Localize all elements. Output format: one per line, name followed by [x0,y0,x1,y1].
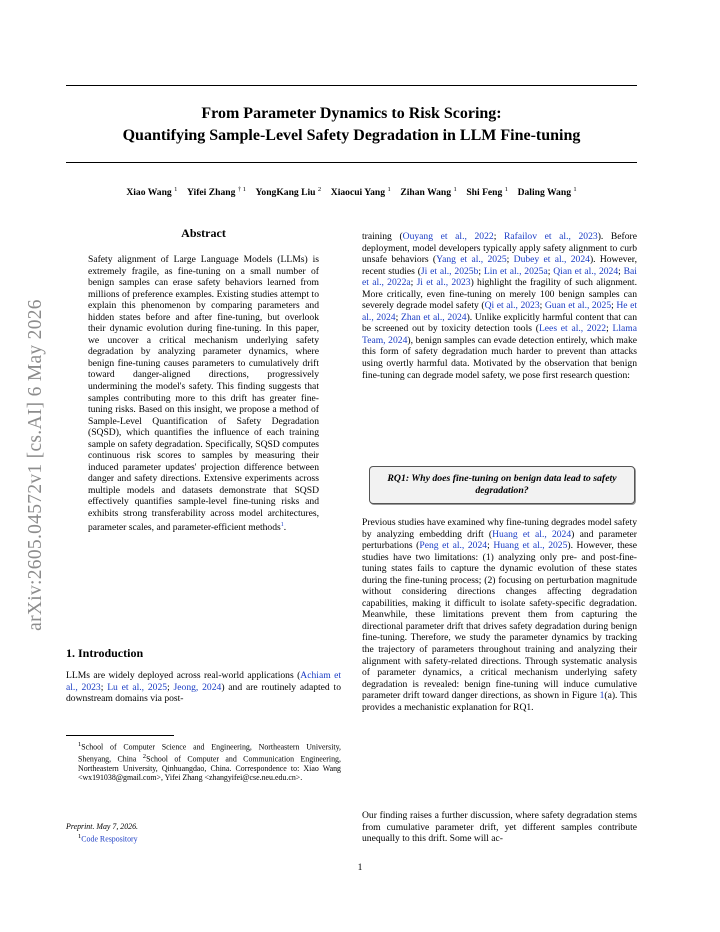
paragraph-text: ; [506,254,514,266]
intro-paragraph-left [66,670,341,705]
paragraph-text: ; [167,681,174,693]
author-list [66,186,637,198]
arxiv-stamp [10,265,62,665]
paragraph-text: ; [611,300,617,312]
paragraph-text: ). Unlike explicitly harmful content that can be screened out by toxicity detection tools ( [362,311,637,335]
paragraph-text: ) and parameter perturbations ( [362,528,637,552]
paragraph-text: training ( [362,231,403,242]
paragraph-text: ; [618,265,624,277]
footnote-affiliation-1: School of Computer Science and Engineering, Northeastern University, Shenyang, China [78,742,341,764]
citation-link[interactable]: Lin et al., 2025a [483,265,548,277]
citation-link[interactable]: 1 [599,690,605,702]
author-name: YongKang Liu [255,187,316,199]
citation-link[interactable]: Qian et al., 2024 [553,265,619,277]
title-line-2: Quantifying Sample-Level Safety Degradation in LLM Fine-tuning [122,127,581,144]
citation-link[interactable]: Bai et al., 2022a [362,265,637,289]
paragraph-text: ). However, recent studies ( [362,254,638,277]
page-number: 1 [357,862,363,873]
title-bottom-rule [66,162,637,163]
code-repo-link[interactable]: Code Respository [81,834,138,844]
author-name: Yifei Zhang [186,187,236,199]
paragraph-text: Previous studies have examined why fine-tuning degrades model safety by analyzing embedding drift ( [362,517,637,540]
citation-link[interactable]: Jeong, 2024 [173,681,222,693]
section-heading-introduction: 1. Introduction [66,646,144,660]
citation-link[interactable]: Yang et al., 2025 [436,254,507,266]
citation-link[interactable]: Lees et al., 2022 [538,323,607,335]
footnote-rule [66,735,174,736]
citation-link[interactable]: Huang et al., 2024 [492,528,572,540]
author-affiliation-mark: † 1 [237,186,246,193]
intro-paragraph-right-2 [362,517,637,713]
author-affiliation-mark: 1 [174,186,178,193]
title-line-1: From Parameter Dynamics to Risk Scoring: [201,105,502,122]
citation-link[interactable]: Huang et al., 2025 [493,540,568,552]
paragraph-text: ; [478,265,484,277]
citation-link[interactable]: Zhan et al., 2024 [400,311,467,323]
paragraph-text: ; [410,277,417,289]
arxiv-stamp-text: arXiv:2605.04572v1 [cs.AI] 6 May 2026 [25,299,46,631]
abstract-footnote-mark[interactable]: 1 [280,521,284,528]
paragraph-text: ; [493,231,504,242]
abstract-text: Safety alignment of Large Language Models (LLMs) is extremely fragile, as fine-tuning on a small number of benign samples can erase safety behaviors learned from millions of preference examples. Existing studies attempt to explain this phenomenon by comparing parameters and hidden states before and after fine-tuning, but overlook their dynamic evolution during fine-tuning. In this paper, we uncover a critical mechanism underlying safety degradation by analyzing parameter dynamics, where benign fine-tuning causes parameters to cumulatively drift toward danger-aligned directions, progressively undermining the model's safety. This finding suggests that samples contributing more to this drift has greater fine-tuning risks. Based on this insight, we propose a method of Sample-Level Quantification of Safety Degradation (SQSD), which quantifies the influence of each training sample on safety degradation. Specifically, SQSD computes continuous risk scores to samples by measuring their induced parameter updates' projection difference between danger and safety directions. Extensive experiments across multiple models and datasets demonstrate that SQSD effectively quantifies sample-level fine-tuning risks and exhibits strong transferability across model architectures, parameter scales, and parameter-efficient methods [88,254,319,533]
footnote-affiliation-2: School of Computer and Communication Engineering, Northeastern University, Qinhuangdao, China. Correspondence to: Xiao Wang <wx191038@gmail.com>, Yifei Zhang <zhangyifei@cse.neu.edu.cn>. [78,754,341,782]
paragraph-text: ; [539,300,545,312]
citation-link[interactable]: Lu et al., 2025 [107,681,168,693]
citation-link[interactable]: Peng et al., 2024 [419,540,488,552]
citation-link[interactable]: Qi et al., 2023 [484,300,540,312]
author-name: Shi Feng [466,187,503,199]
paragraph-text: ; [606,323,613,335]
abstract-body: Safety alignment of Large Language Models (LLMs) is extremely fragile, as fine-tuning on a small number of benign samples can erase safety behaviors learned from millions of preference examples. Existing studies attempt to explain this phenomenon by comparing parameters and hidden states before and after fine-tuning, but overlook their dynamic evolution during fine-tuning. In this paper, we uncover a critical mechanism underlying safety degradation by analyzing parameter dynamics, where benign fine-tuning causes parameters to cumulatively drift toward danger-aligned directions, progressively undermining the model's safety. This finding suggests that samples contributing more to this drift has greater fine-tuning risks. Based on this insight, we propose a method of Sample-Level Quantification of Safety Degradation (SQSD), which quantifies the influence of each training sample on safety degradation. Specifically, SQSD computes continuous risk scores to samples by measuring their induced parameter updates' projection difference between danger and safety directions. Extensive experiments across multiple models and datasets demonstrate that SQSD effectively quantifies sample-level fine-tuning risks and exhibits strong transferability across model architectures, parameter scales, and parameter-efficient methods$^1$. [88,254,319,533]
citation-link[interactable]: Llama Team, 2024 [362,323,638,346]
author-name: Zihan Wang [400,187,452,199]
paragraph-text: ), benign samples can evade detection entirely, which make this form of safety degradation much harder to prevent than attacks using overtly harmful data. Motivated by the observation that benign fine-tuning can degrade model safety, we pose first research question: [362,334,637,381]
paragraph-text: ; [100,681,108,693]
title-top-rule [66,85,637,86]
author-affiliation-mark: 1 [573,186,577,193]
citation-link[interactable]: Ji et al., 2025b [420,265,479,277]
paper-title [66,103,637,147]
intro-paragraph-right-3: Our finding raises a further discussion, where safety degradation stems from cumulative parameter drift, yet different samples contribute unequally to this drift. Some will ac- [362,810,637,845]
paragraph-text: ) highlight the fragility of such alignment. More critically, even fine-tuning on merely 100 benign samples can severely degrade model safety ( [362,277,637,312]
paragraph-text: ). Before deployment, model developers typically apply safety alignment to curb unsafe behaviors ( [362,231,637,266]
author-affiliation-mark: 2 [317,186,322,193]
paragraph-text: ). However, these studies have two limitations: (1) analyzing only pre- and post-fine-tuning states fails to capture the dynamic evolution of these states during the fine-tuning process; (2) focusing on perturbation magnitude without considering directions changes affecting degradation capabilities, making it difficult to isolate safety-specific degradation. Meanwhile, these limitations prevent them from capturing the directional parameter drift that drives safety degradation during benign fine-tuning. Therefore, we study the parameter dynamics by tracking the trajectory of parameters throughout training and analyzing their alignment with safety-related directions. Through systematic analysis of parameter dynamics, a critical mechanism underlying safety degradation is revealed: benign fine-tuning will induce cumulative parameter drift toward danger directions, as shown in Figure [362,540,638,702]
citation-link[interactable]: Achiam et al., 2023 [66,670,341,693]
citation-link[interactable]: Guan et al., 2025 [544,300,612,312]
paragraph-text: ; [395,311,401,323]
citation-link[interactable]: Dubey et al., 2024 [513,254,590,266]
abstract-heading: Abstract [181,226,226,240]
preprint-note: Preprint. May 7, 2026. [66,822,139,831]
author-affiliation-mark: 1 [387,186,391,193]
citation-link[interactable]: Rafailov et al., 2023 [503,231,598,242]
author-name: Xiaocui Yang [330,187,386,199]
paragraph-text: ; [547,265,554,277]
paragraph-text: ) and are routinely adapted to downstream domains via post- [66,681,341,704]
citation-link[interactable]: Ouyang et al., 2022 [402,231,494,242]
author-affiliation-mark: 1 [504,186,508,193]
author-name: Daling Wang [517,187,571,199]
footnote-affiliations: $^1$School of Computer Science and Engineering, Northeastern University, Shenyang, China $^2$School of Computer and Communication Engineering, Northeastern University, Qinhuangdao, China. Correspondence to: Xiao Wang <wx191038@gmail.com>, Yifei Zhang <zhangyifei@cse.neu.edu.cn>. [78,741,341,782]
rq1-box [369,466,635,504]
rq1-text: RQ1: Why does fine-tuning on benign data lead to safety degradation? [387,473,617,496]
citation-link[interactable]: He et al., 2024 [362,300,637,323]
code-repo-footnote: $^1$Code Respository [78,833,138,844]
paragraph-text: LLMs are widely deployed across real-world applications ( [66,670,301,681]
intro-paragraph-right-1 [362,231,637,381]
paragraph-text: (a). This provides a mechanistic explanation for RQ1. [362,690,638,713]
citation-link[interactable]: Ji et al., 2023 [416,277,471,289]
author-affiliation-mark: 1 [453,186,457,193]
author-name: Xiao Wang [126,187,172,199]
paragraph-text: ; [487,540,494,552]
